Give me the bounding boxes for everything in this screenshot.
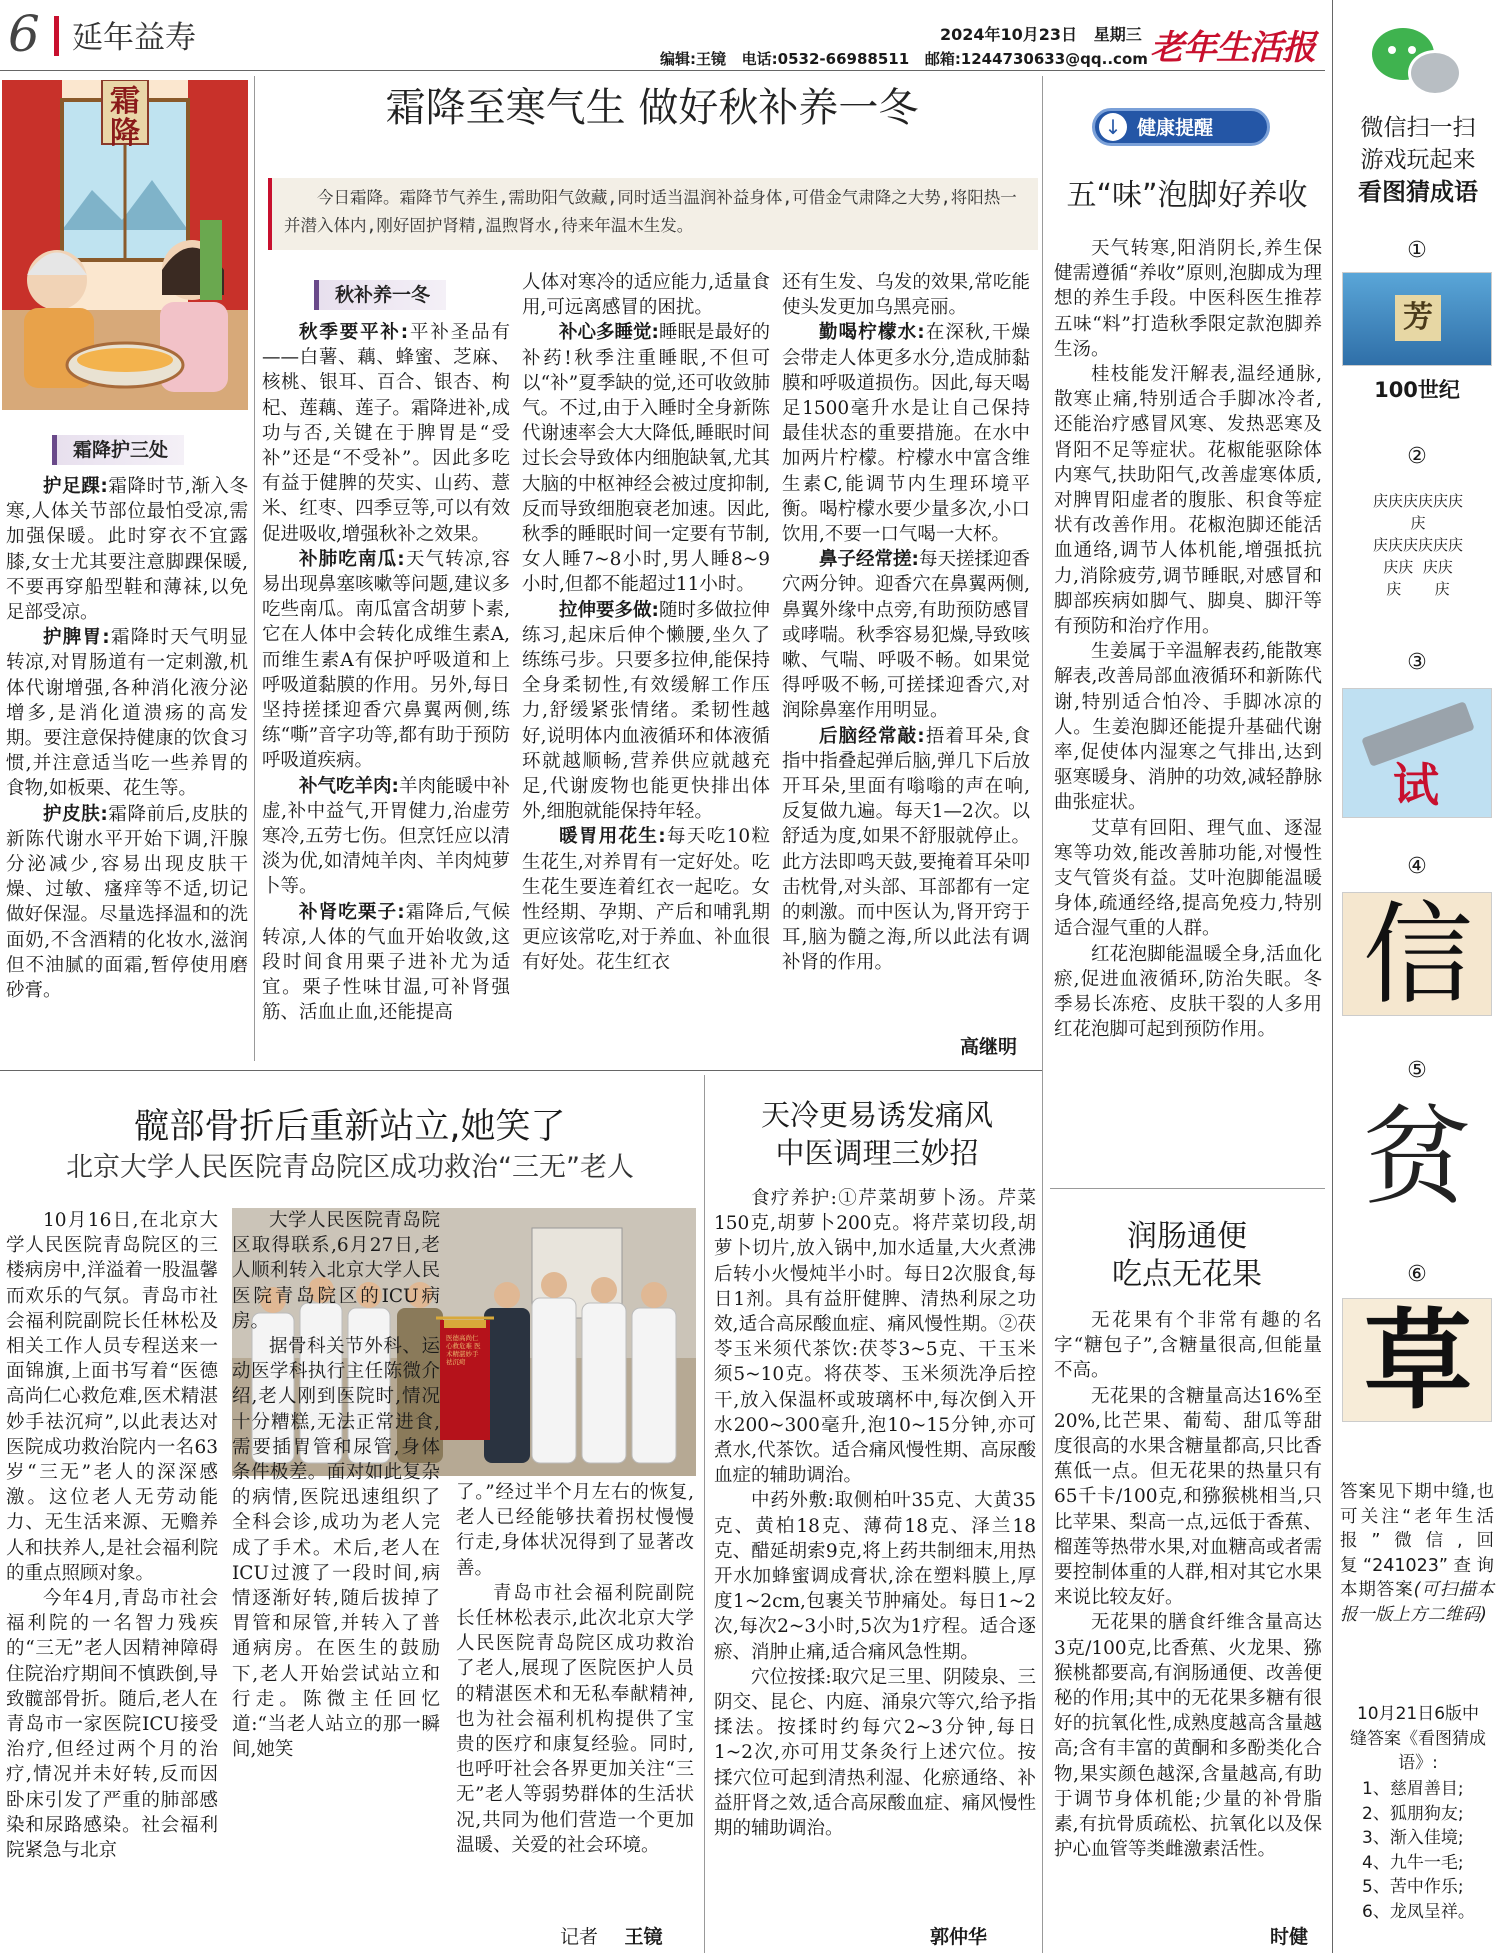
art1-col3 [522,270,770,1060]
paragraph-text: 霜降时节,渐入冬寒,人体关节部位最怕受凉,需加强保暖。此时穿衣不宜露膝,女士尤其要注意脚踝保暖,不要再穿船型鞋和薄袜,以免足部受凉。 [6,476,248,624]
paragraph [782,320,1030,547]
art5-author: 时健 [1270,1926,1309,1948]
page-header [0,0,1335,70]
issue-weekday: 星期三 [1093,25,1142,44]
paragraph-text: 霜降后,气候转凉,人体的气血开始收敛,这段时间食用栗子进补尤为适宜。栗子性味甘温,可补肾强筋、活血止血,还能提高 [262,901,510,1024]
paragraph-text: 平补圣品有——白薯、藕、蜂蜜、芝麻、核桃、银耳、百合、银杏、枸杞、莲藕、莲子。霜降进补,成功与否,关键在于脾胃是“受补”还是“不受补”。因此多吃有益于健脾的芡实、山药、薏米、红枣、四季豆等,可以有效促进吸收,增强秋补之效果。 [262,322,510,545]
puzzle-image-4 [1342,891,1492,1019]
paragraph-lead: 护脾胃: [43,627,110,649]
paragraph [6,625,248,801]
section-name: 延年益寿 [72,20,196,56]
puzzle-sidebar [1336,0,1500,1953]
paragraph-text: 每天吃10粒生花生,对养胃有一定好处。吃生花生要连着红衣一起吃。女性经期、孕期、产后和哺乳期更应该常吃,对于养血、补血很有好处。花生红衣 [522,826,770,974]
answer-note [1340,1480,1494,1627]
article-title: 霜降至寒气生 做好秋补养一冬 [385,85,919,131]
divider [704,1075,705,1953]
paragraph: 穴位按揉:取穴足三里、阴陵泉、三阴交、昆仑、内庭、涌泉穴等穴,给予指揉法。按揉时约每穴2~3分钟,每日1~2次,亦可用艾条灸行上述穴位。按揉穴位可起到清热利湿、化瘀通络、补益肝肾之效,适合高尿酸血症、痛风慢性期的辅助调治。 [714,1666,1036,1840]
paragraph [782,270,1030,320]
puzzle-num-3: ③ [1407,650,1427,675]
paragraph [782,547,1030,723]
frost-illustration [2,80,248,410]
paragraph: 中药外敷:取侧柏叶35克、大黄35克、黄柏18克、薄荷18克、泽兰18克、醋延胡索9克,将上药共制细末,用热开水加蜂蜜调成膏状,涂在塑料膜上,厚度1~2cm,包裹关节肿痛处。每日1~2次,每次2~3小时,5次为1疗程。适合逐瘀、消肿止痛,适合痛风急性期。 [714,1490,1036,1663]
promo-line-2: 游戏玩起来 [1360,147,1476,173]
art1-author: 高继明 [960,1036,1018,1058]
paragraph-lead: 鼻子经常搓: [819,549,919,571]
paragraph-text: 人体对寒冷的适应能力,适量食用,可远离感冒的困扰。 [522,272,770,319]
art5-title-2: 吃点无花果 [1112,1257,1262,1292]
deck-text: 今日霜降。霜降节气养生,需助阳气敛藏,同时适当温润补益身体,可借金气肃降之大势,将阳热一并潜入体内,刚好固护肾精,温煦肾水,待来年温木生发。 [284,188,1017,235]
art4-title-2: 中医调理三妙招 [775,1136,979,1170]
prev-answers-title: 10月21日6版中缝答案《看图猜成语》: [1350,1704,1486,1773]
puzzle-glyph-4: 信 [1363,891,1473,1019]
paragraph-lead: 补气吃羊肉: [299,775,399,797]
phone-info: 电话:0532-66988511 [741,50,910,68]
paragraph-lead: 护足踝: [43,476,108,497]
paragraph [262,774,510,900]
art2-title: 五“味”泡脚好养收 [1066,178,1308,213]
paragraph-text: 捂着耳朵,食指中指叠起弹后脑,弹几下后放开耳朵,里面有嗡嗡的声在响,反复做九遍。每天1—2次。以舒适为度,如果不舒服就停止。此方法即鸣天鼓,要掩着耳朵叩击枕骨,对头部、耳部都有一定的刺激。而中医认为,肾开窍于耳,脑为髓之海,所以此法有调补肾的作用。 [782,725,1030,974]
paragraph [262,547,510,774]
paragraph-text: 天气转凉,容易出现鼻塞咳嗽等问题,建议多吃些南瓜。南瓜富含胡萝卜素,它在人体中会转化成维生素A,而维生素A有保护呼吸道和上呼吸道黏膜的作用。另外,每日坚持搓揉迎香穴鼻翼两侧,练练“嘶”音字功等,都有助于预防呼吸道疾病。 [262,548,510,772]
paragraph [522,320,770,597]
paragraph [262,320,510,547]
page-number: 6 [8,5,40,63]
puzzle-num-4: ④ [1407,854,1427,879]
answer-note-tail: (可扫描本报一版上方二维码) [1340,1580,1495,1625]
paragraph-text: 霜降前后,皮肤的新陈代谢水平开始下调,汗腺分泌减少,容易出现皮肤干燥、过敏、瘙痒等不适,切记做好保湿。尽量选择温和的洗面奶,不含酒精的化妆水,滋润但不油腻的面霜,暂停使用磨砂膏。 [6,803,248,1002]
puzzle-num-1: ① [1407,238,1427,263]
divider [1332,0,1333,1953]
header-bar [54,16,59,56]
art5-title-1: 润肠通便 [1127,1219,1247,1254]
paragraph: 无花果的膳食纤维含量高达3克/100克,比香蕉、火龙果、猕猴桃都要高,有润肠通便、改善便秘的作用;其中的无花果多糖有很好的抗氧化性,成熟度越高含量越高;含有丰富的黄酮和多酚类化合物,果实颜色越深,含量越高,有助于调节身体机能;少量的补骨脂素,有抗骨质疏松、抗氧化以及保护心血管等类雌激素活性。 [1054,1612,1322,1861]
art3-author: 王镜 [624,1926,663,1948]
prev-answers-list [1362,1777,1492,1924]
art5-body [1054,1308,1322,1928]
section-tag-autumn-tonic: 秋补养一冬 [314,280,446,310]
divider [254,76,255,1061]
paragraph-lead: 后脑经常敲: [819,725,925,747]
puzzle-caption-1: 100世纪 [1374,378,1460,402]
paragraph: 桂枝能发汗解表,温经通脉,散寒止痛,特别适合手脚冰冷者,还能治疗感冒风寒、发热恶寒及肾阳不足等症状。花椒能驱除体内寒气,扶助阳气,改善虚寒体质,对脾胃阳虚者的腹胀、积食等症状有改善作用。花椒泡脚还能活血通络,调节人体机能,增强抵抗力,消除疲劳,调节睡眠,对感冒和脚部疾病如脚气、脚臭、脚汗等有预防和治疗作用。 [1054,364,1322,638]
paragraph-lead: 暖胃用花生: [559,826,666,848]
answer-note-text: 答案见下期中缝,也可关注“老年生活报”微信,回复“241023”查询本期答案 [1340,1482,1494,1600]
puzzle-num-6: ⑥ [1407,1262,1427,1287]
paragraph-text: 每天搓揉迎香穴两分钟。迎香穴在鼻翼两侧,鼻翼外缘中点旁,有助预防感冒或哮喘。秋季容易犯燥,导致咳嗽、气喘、呼吸不畅。如果觉得呼吸不畅,可搓揉迎香穴,对润除鼻塞作用明显。 [782,549,1030,722]
art3-para-b2: 据骨科关节外科、运动医学科执行主任陈微介绍,老人刚到医院时,情况十分糟糕,无法正常进食,需要插胃管和尿管,身体条件极差。面对如此复杂的病情,医院迅速组织了全科会诊,成功为老人完成了手术。术后,老人在ICU过渡了一段时间,病情逐渐好转,随后拔掉了胃管和尿管,并转入了普通病房。在医生的鼓励下,老人开始尝试站立和行走。陈微主任回忆道:“当老人站立的那一瞬间,她笑 [232,1336,440,1761]
art3-subtitle: 北京大学人民医院青岛院区成功救治“三无”老人 [66,1152,634,1183]
puzzle-num-5: ⑤ [1407,1058,1427,1083]
puzzle-image-3 [1342,688,1492,818]
paragraph-lead: 拉伸要多做: [559,599,659,621]
wechat-icon [1372,24,1464,104]
paragraph-lead: 护皮肤: [43,803,108,825]
paragraph-text: 随时多做拉伸练习,起床后伸个懒腰,坐久了练练弓步。只要多拉伸,能保持全身柔韧性,有效缓解工作压力,舒缓紧张情绪。柔韧性越好,说明体内血液循环和体液循环就越顺畅,营养供应就越充足,代谢废物也能更快排出体外,细胞就能保持年轻。 [522,599,770,823]
art1-col1 [6,474,248,1054]
paragraph [522,824,770,975]
art3-para-c2: 青岛市社会福利院副院长任林松表示,此次北京大学人民医院青岛院区成功救治了老人,展现了医院医护人员的精湛医术和无私奉献精神,也为社会福利机构提供了宝贵的医疗和康复经验。同时,也呼吁社会各界更加关注“三无”老人等弱势群体的生活状况,共同为他们营造一个更加温暖、关爱的社会环境。 [456,1582,694,1856]
paragraph: 无花果有个非常有趣的名字“糖包子”,含糖量很高,但能量不高。 [1054,1310,1322,1382]
health-badge [1092,108,1270,146]
answer-item: 2、狐朋狗友; [1362,1803,1464,1824]
paragraph [6,474,248,625]
answer-item: 4、九牛一毛; [1362,1852,1464,1873]
paragraph-text: 羊肉能暖中补虚,补中益气,开胃健力,治虚劳寒冷,五劳七伤。但烹饪应以清淡为优,如清炖羊肉、羊肉炖萝卜等。 [262,775,510,898]
paragraph-text: 在深秋,干燥会带走人体更多水分,造成肺黏膜和呼吸道损伤。因此,每天喝足1500毫升水是让自己保持最佳状态的重要措施。在水中加两片柠檬。柠檬水中富含维生素C,能调节内生理环境平衡。喝柠檬水要少量多次,小口饮用,不要一口气喝一大杯。 [782,322,1030,546]
paragraph: 无花果的含糖量高达16%至20%,比芒果、葡萄、甜瓜等甜度很高的水果含糖量都高,只比香蕉低一点。但无花果的热量只有65千卡/100克,和猕猴桃相当,只比苹果、梨高一点,远低于香蕉、榴莲等热带水果,对血糖高或者需要控制体重的人群,相对其它水果来说比较友好。 [1054,1385,1322,1609]
art3-col-b [232,1208,440,1950]
paragraph-lead: 补肾吃栗子: [299,901,405,923]
paragraph: 红花泡脚能温暖全身,活血化瘀,促进血液循环,防治失眠。冬季易长冻疮、皮肤干裂的人多用红花泡脚可起到预防作用。 [1054,943,1322,1041]
paragraph [262,900,510,1026]
art2-body [1054,236,1322,1176]
paragraph-lead: 补肺吃南瓜: [299,548,405,570]
paragraph: 生姜属于辛温解表药,能散寒解表,改善局部血液循环和新陈代谢,特别适合怕冷、手脚冰凉的人。生姜泡脚还能提升基础代谢率,促使体内湿寒之气排出,达到驱寒暖身、消肿的功效,减轻静脉曲张症状。 [1054,641,1322,814]
issue-date: 2024年10月23日 [940,25,1078,44]
paragraph [6,802,248,1004]
paragraph-text: 还有生发、乌发的效果,常吃能使头发更加乌黑亮丽。 [782,272,1030,319]
paragraph [522,598,770,825]
answer-item: 6、龙凤呈祥。 [1362,1901,1475,1922]
art3-para-a2: 今年4月,青岛市社会福利院的一名智力残疾的“三无”老人因精神障碍住院治疗期间不慎跌倒,导致髋部骨折。随后,老人在青岛市一家医院ICU接受治疗,但经过两个月的治疗,情况并未好转,反而因卧床引发了严重的肺部感染和尿路感染。社会福利院紧急与北京 [6,1588,218,1862]
puzzle-image-6 [1342,1298,1492,1422]
paragraph [782,724,1030,976]
badge-text: 健康提醒 [1137,117,1214,139]
illustration-label: 霜降 [110,84,140,151]
paragraph: 食疗养护:①芹菜胡萝卜汤。芹菜150克,胡萝卜200克。将芹菜切段,胡萝卜切片,放入锅中,加水适量,大火煮沸后转小火慢炖半小时。每日2次服食,每日1剂。具有益肝健脾、清热利尿之功效,适合高尿酸血症、痛风慢性期。②茯苓玉米须代茶饮:茯苓3~5克、干玉米须5~10克。将茯苓、玉米须洗净后控干,放入保温杯或玻璃杯中,每次倒入开水200~300毫升,泡10~15分钟,亦可煮水,代茶饮。适合痛风慢性期、高尿酸血症的辅助调治。 [714,1188,1036,1487]
puzzle-glyph-1: 芳 [1395,295,1441,341]
art1-col4 [782,270,1030,1030]
art3-col-c [456,1480,694,1920]
divider [0,1070,1042,1071]
art3-title: 髋部骨折后重新站立,她笑了 [134,1107,566,1147]
editor-info: 编辑:王镜 [660,50,726,68]
divider [1042,76,1043,1953]
paper-logo: 老年生活报 [1150,28,1315,68]
puzzle-image-5 [1342,1094,1492,1222]
divider [1050,1188,1325,1189]
banner-text: 医德高尚仁心救危难 医术精湛妙手祛沉疴 [446,1334,481,1366]
art3-para-c1: 了。”经过半个月左右的恢复,老人已经能够扶着拐杖慢慢行走,身体状况得到了显著改善。 [456,1482,694,1579]
promo-line-3: 看图猜成语 [1358,178,1478,206]
answer-item: 1、慈眉善目; [1362,1779,1464,1799]
paragraph-text: 霜降时天气明显转凉,对胃肠道有一定刺激,机体代谢增强,各种消化液分泌增多,是消化道溃疡的高发期。要注意保持健康的饮食习惯,并注意适当吃一些养胃的食物,如板栗、花生等。 [6,627,248,800]
puzzle-glyph-6: 草 [1363,1298,1472,1424]
puzzle-glyph-3: 试 [1393,758,1439,812]
art1-col2 [262,320,510,1060]
paragraph: 天气转寒,阳消阴长,养生保健需遵循“养收”原则,泡脚成为理想的养生手段。中医科医生推荐五味“料”打造秋季限定款泡脚养生汤。 [1054,238,1322,360]
paragraph [522,270,770,320]
paragraph-lead: 补心多睡觉: [559,322,659,344]
art3-col-a [6,1208,218,1950]
paragraph: 艾草有回阳、理气血、逐湿寒等功效,能改善肺功能,对慢性支气管炎有益。艾叶泡脚能温暖身体,疏通经络,提高免疫力,特别适合湿气重的人群。 [1054,817,1322,940]
art4-title-1: 天冷更易诱发痛风 [760,1098,993,1132]
article-deck [268,178,1038,250]
art4-author: 郭仲华 [930,1926,988,1948]
puzzle-glyph-2: 庆 [1372,492,1388,510]
paragraph-lead: 秋季要平补: [299,322,409,343]
art3-author-label: 记者 [560,1926,599,1948]
art3-para-b1: 大学人民医院青岛院区取得联系,6月27日,老人顺利转入北京大学人民医院青岛院区的ICU病房。 [232,1210,440,1332]
art3-para-a1: 10月16日,在北京大学人民医院青岛院区的三楼病房中,洋溢着一股温馨而欢乐的气氛。青岛市社会福利院副院长任林松及相关工作人员专程送来一面锦旗,上面书写着“医德高尚仁心救危难,医术精湛妙手祛沉疴”,以此表达对医院成功救治院内一名63岁“三无”老人的深深感激。这位老人无劳动能力、无生活来源、无赡养人和扶养人,是社会福利院的重点照顾对象。 [6,1210,218,1584]
puzzle-num-2: ② [1407,444,1427,469]
header-rule [0,70,1325,71]
section-tag-three-protections: 霜降护三处 [52,435,184,465]
puzzle-glyph-5: 贫 [1362,1095,1471,1220]
promo-line-1: 微信扫一扫 [1360,115,1476,141]
puzzle-image-1 [1342,272,1492,366]
answer-item: 3、渐入佳境; [1362,1828,1464,1848]
art4-body [714,1186,1036,1916]
puzzle-image-2: 庆庆庆庆庆庆 庆 庆庆庆庆庆庆 庆庆 庆庆 庆 庆 [1342,480,1492,614]
paragraph-lead: 勤喝柠檬水: [819,322,925,344]
badge-arrow-icon: ↓ [1099,113,1127,141]
email-info: 邮箱:1244730633@qq..com [924,50,1148,68]
answer-item: 5、苦中作乐; [1362,1877,1464,1897]
paragraph-text: 睡眠是最好的补药!秋季注重睡眠,不但可以“补”夏季缺的觉,还可收敛肺气。不过,由于入睡时全身新陈代谢速率会大大降低,睡眠时间过长会导致体内细胞缺氧,尤其大脑的中枢神经会被过度抑制,反而导致细胞衰老加速。因此,秋季的睡眠时间一定要有节制,女人睡7~8小时,男人睡8~9小时,但都不能超过11小时。 [522,322,770,596]
